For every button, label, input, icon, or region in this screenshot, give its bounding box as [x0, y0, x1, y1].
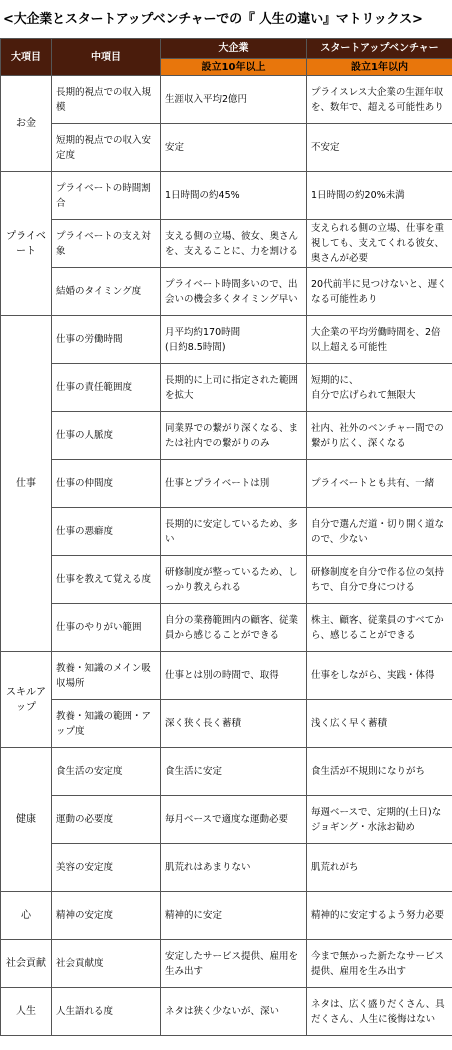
table-row — [1, 220, 452, 268]
startup-cell: 支えられる側の立場、仕事を重視しても、支えてくれる彼女、奥さんが必要 — [307, 220, 452, 268]
large-company-cell: 安定 — [161, 124, 307, 172]
large-company-cell: 長期的に安定しているため、多い — [161, 508, 307, 556]
startup-cell: 仕事をしながら、実践・体得 — [307, 652, 452, 700]
subheader-startup-venture: 設立1年以内 — [307, 59, 452, 76]
startup-cell: 1日時間の約20%未満 — [307, 172, 452, 220]
startup-cell: 研修制度を自分で作る位の気持ちで、自分で身につける — [307, 556, 452, 604]
large-company-cell: 安定したサービス提供、雇用を生み出す — [161, 940, 307, 988]
mid-item-cell: 仕事を教えて覚える度 — [52, 556, 161, 604]
large-company-cell: 深く狭く長く蓄積 — [161, 700, 307, 748]
large-company-cell: 研修制度が整っているため、しっかり教えられる — [161, 556, 307, 604]
table-row — [1, 316, 452, 364]
startup-cell: 自分で選んだ道・切り開く道なので、少ない — [307, 508, 452, 556]
large-company-cell: 仕事とは別の時間で、取得 — [161, 652, 307, 700]
mid-item-cell: 精神の安定度 — [52, 892, 161, 940]
startup-cell: ネタは、広く盛りだくさん、具だくさん、人生に後悔はない — [307, 988, 452, 1036]
large-company-cell: 同業界での繋がり深くなる、または社内での繋がりのみ — [161, 412, 307, 460]
mid-item-cell: 仕事の責任範囲度 — [52, 364, 161, 412]
table-row — [1, 268, 452, 316]
major-category-cell: お金 — [1, 76, 52, 172]
startup-cell: 株主、顧客、従業員のすべてから、感じることができる — [307, 604, 452, 652]
major-category-cell: 心 — [1, 892, 52, 940]
table-row — [1, 940, 452, 988]
table-row — [1, 124, 452, 172]
large-company-cell: 仕事とプライベートは別 — [161, 460, 307, 508]
mid-item-cell: 美容の安定度 — [52, 844, 161, 892]
table-row — [1, 748, 452, 796]
major-category-cell: スキルアップ — [1, 652, 52, 748]
mid-item-cell: プライベートの時間割合 — [52, 172, 161, 220]
table-row — [1, 652, 452, 700]
startup-cell: 精神的に安定するよう努力必要 — [307, 892, 452, 940]
startup-cell: プライスレス大企業の生涯年収を、数年で、超える可能性あり — [307, 76, 452, 124]
header-mid-item: 中項目 — [52, 39, 161, 76]
startup-cell: 毎週ベースで、定期的(土日)な ジョギング・水泳お勧め — [307, 796, 452, 844]
startup-cell: プライベートとも共有、一緒 — [307, 460, 452, 508]
startup-cell: 肌荒れがち — [307, 844, 452, 892]
startup-cell: 大企業の平均労働時間を、2倍以上超える可能性 — [307, 316, 452, 364]
large-company-cell: ネタは狭く少ないが、深い — [161, 988, 307, 1036]
startup-cell: 短期的に、 自分で広げられて無限大 — [307, 364, 452, 412]
table-row — [1, 460, 452, 508]
table-row — [1, 796, 452, 844]
table-row — [1, 700, 452, 748]
large-company-cell: 毎月ベースで適度な運動必要 — [161, 796, 307, 844]
header-startup-venture: スタートアップベンチャー — [307, 39, 452, 59]
mid-item-cell: 結婚のタイミング度 — [52, 268, 161, 316]
major-category-cell: 仕事 — [1, 316, 52, 652]
large-company-cell: 自分の業務範囲内の顧客、従業員から感じることができる — [161, 604, 307, 652]
startup-cell: 食生活が不規則になりがち — [307, 748, 452, 796]
table-row — [1, 508, 452, 556]
large-company-cell: プライベート時間多いので、出会いの機会多くタイミング早い — [161, 268, 307, 316]
startup-cell: 不安定 — [307, 124, 452, 172]
large-company-cell: 精神的に安定 — [161, 892, 307, 940]
mid-item-cell: 運動の必要度 — [52, 796, 161, 844]
mid-item-cell: 仕事のやりがい範囲 — [52, 604, 161, 652]
major-category-cell: 社会貢献 — [1, 940, 52, 988]
startup-cell: 今まで無かった新たなサービス提供、雇用を生み出す — [307, 940, 452, 988]
major-category-cell: 健康 — [1, 748, 52, 892]
mid-item-cell: 仕事の労働時間 — [52, 316, 161, 364]
comparison-matrix — [0, 38, 452, 1036]
mid-item-cell: 食生活の安定度 — [52, 748, 161, 796]
mid-item-cell: 教養・知識の範囲・アップ度 — [52, 700, 161, 748]
large-company-cell: 1日時間の約45% — [161, 172, 307, 220]
mid-item-cell: 仕事の悪癖度 — [52, 508, 161, 556]
large-company-cell: 生涯収入平均2億円 — [161, 76, 307, 124]
mid-item-cell: 仕事の人脈度 — [52, 412, 161, 460]
table-row — [1, 988, 452, 1036]
large-company-cell: 肌荒れはあまりない — [161, 844, 307, 892]
table-row — [1, 172, 452, 220]
large-company-cell: 食生活に安定 — [161, 748, 307, 796]
table-row — [1, 844, 452, 892]
mid-item-cell: 教養・知識のメイン吸収場所 — [52, 652, 161, 700]
mid-item-cell: 社会貢献度 — [52, 940, 161, 988]
table-row — [1, 364, 452, 412]
startup-cell: 社内、社外のベンチャー間での 繋がり広く、深くなる — [307, 412, 452, 460]
mid-item-cell: プライベートの支え対象 — [52, 220, 161, 268]
header-major-item: 大項目 — [1, 39, 52, 76]
header-large-company: 大企業 — [161, 39, 307, 59]
table-row — [1, 556, 452, 604]
table-row — [1, 604, 452, 652]
table-row — [1, 76, 452, 124]
large-company-cell: 長期的に上司に指定された範囲を拡大 — [161, 364, 307, 412]
large-company-cell: 月平均約170時間 (日約8.5時間) — [161, 316, 307, 364]
mid-item-cell: 仕事の仲間度 — [52, 460, 161, 508]
startup-cell: 浅く広く早く蓄積 — [307, 700, 452, 748]
large-company-cell: 支える側の立場、彼女、奥さんを、支えることに、力を割ける — [161, 220, 307, 268]
page-title: <大企業とスタートアップベンチャーでの『 人生の違い』マトリックス> — [3, 12, 423, 27]
startup-cell: 20代前半に見つけないと、遅くなる可能性あり — [307, 268, 452, 316]
major-category-cell: 人生 — [1, 988, 52, 1036]
table-row — [1, 412, 452, 460]
matrix-body — [1, 76, 452, 1036]
table-row — [1, 892, 452, 940]
mid-item-cell: 長期的視点での収入規模 — [52, 76, 161, 124]
major-category-cell: プライベート — [1, 172, 52, 316]
subheader-large-company: 設立10年以上 — [161, 59, 307, 76]
mid-item-cell: 短期的視点での収入安定度 — [52, 124, 161, 172]
mid-item-cell: 人生語れる度 — [52, 988, 161, 1036]
